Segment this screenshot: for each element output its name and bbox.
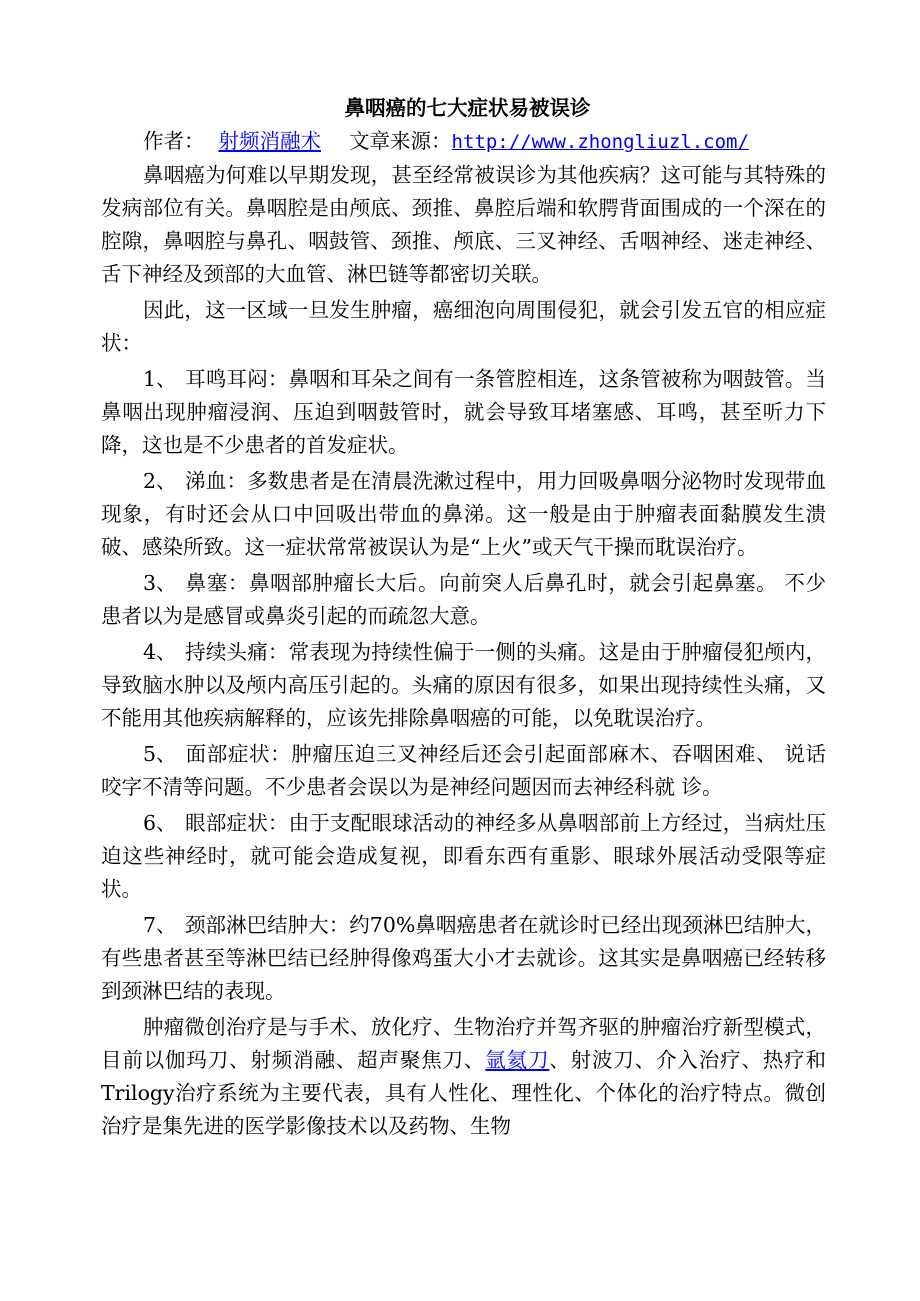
symptom-number: 2、 bbox=[143, 469, 177, 493]
argon-helium-knife-link[interactable]: 氩氦刀 bbox=[485, 1048, 550, 1072]
symptom-number: 7、 bbox=[143, 913, 177, 937]
symptom-item: 1、 耳鸣耳闷：鼻咽和耳朵之间有一条管腔相连，这条管被称为咽鼓管。当鼻咽出现肿瘤浸润、压迫到咽鼓管时，就会导致耳堵塞感、耳鸣，甚至听力下降，这也是不少患者的首发症状。 bbox=[101, 363, 826, 462]
symptom-number: 3、 bbox=[143, 571, 177, 595]
document-body bbox=[101, 92, 826, 1146]
paragraph-transition: 因此，这一区域一旦发生肿瘤，癌细泡向周围侵犯，就会引发五官的相应症状： bbox=[101, 298, 826, 355]
article-meta bbox=[101, 125, 826, 159]
author-link[interactable]: 射频消融术 bbox=[218, 129, 321, 153]
symptom-number: 1、 bbox=[143, 367, 177, 391]
paragraph-treatment: 肿瘤微创治疗是与手术、放化疗、生物治疗并驾齐驱的肿瘤治疗新型模式，目前以伽玛刀、射频消融、超声聚焦刀、氩氦刀、射波刀、介入治疗、热疗和Trilogy治疗系统为主要代表，具有人性化、理性化、个体化的治疗特点。微创治疗是集先进的医学影像技术以及药物、生物 bbox=[101, 1015, 827, 1138]
symptom-item: 2、 涕血：多数患者是在清晨洗漱过程中，用力回吸鼻咽分泌物时发现带血现象，有时还会从口中回吸出带血的鼻涕。这一般是由于肿瘤表面黏膜发生溃破、感染所致。这一症状常常被误认为是“上火”或天气干操而耽误治疗。 bbox=[101, 465, 826, 564]
document-title: 鼻咽癌的七大症状易被误诊 bbox=[344, 96, 591, 120]
symptom-item: 7、 颈部淋巴结肿大：约70%鼻咽癌患者在就诊时已经出现颈淋巴结肿大，有些患者甚至等淋巴结已经肿得像鸡蛋大小才去就诊。这其实是鼻咽癌已经转移到颈淋巴结的表现。 bbox=[101, 909, 826, 1008]
symptom-item: 3、 鼻塞：鼻咽部肿瘤长大后。向前突人后鼻孔时，就会引起鼻塞。 不少患者以为是感冒或鼻炎引起的而疏忽大意。 bbox=[101, 567, 826, 633]
symptom-item: 4、 持续头痛：常表现为持续性偏于一侧的头痛。这是由于肿瘤侵犯颅内，导致脑水肿以及颅内高压引起的。头痛的原因有很多，如果出现持续性头痛，又不能用其他疾病解释的，应该先排除鼻咽癌的可能，以免耽误治疗。 bbox=[101, 636, 826, 735]
symptom-number: 4、 bbox=[143, 640, 177, 664]
source-label: 文章来源： bbox=[349, 129, 452, 153]
symptom-item: 5、 面部症状：肿瘤压迫三叉神经后还会引起面部麻木、吞咽困难、 说话咬字不清等问题。不少患者会误以为是神经问题因而去神经科就 诊。 bbox=[101, 738, 826, 804]
paragraph-intro: 鼻咽癌为何难以早期发现，甚至经常被误诊为其他疾病？这可能与其特殊的发病部位有关。鼻咽腔是由颅底、颈推、鼻腔后端和软腭背面围成的一个深在的腔隙，鼻咽腔与鼻孔、咽鼓管、颈推、颅底、三叉神经、舌咽神经、迷走神经、舌下神经及颈部的大血管、淋巴链等都密切关联。 bbox=[101, 163, 826, 286]
source-url-link[interactable]: http://www.zhongliuzl.com/ bbox=[451, 131, 749, 153]
symptom-item: 6、 眼部症状：由于支配眼球活动的神经多从鼻咽部前上方经过，当病灶压迫这些神经时，就可能会造成复视，即看东西有重影、眼球外展活动受限等症状。 bbox=[101, 807, 826, 906]
symptom-number: 6、 bbox=[143, 811, 177, 835]
symptom-number: 5、 bbox=[143, 742, 177, 766]
author-label: 作者： bbox=[143, 129, 205, 153]
